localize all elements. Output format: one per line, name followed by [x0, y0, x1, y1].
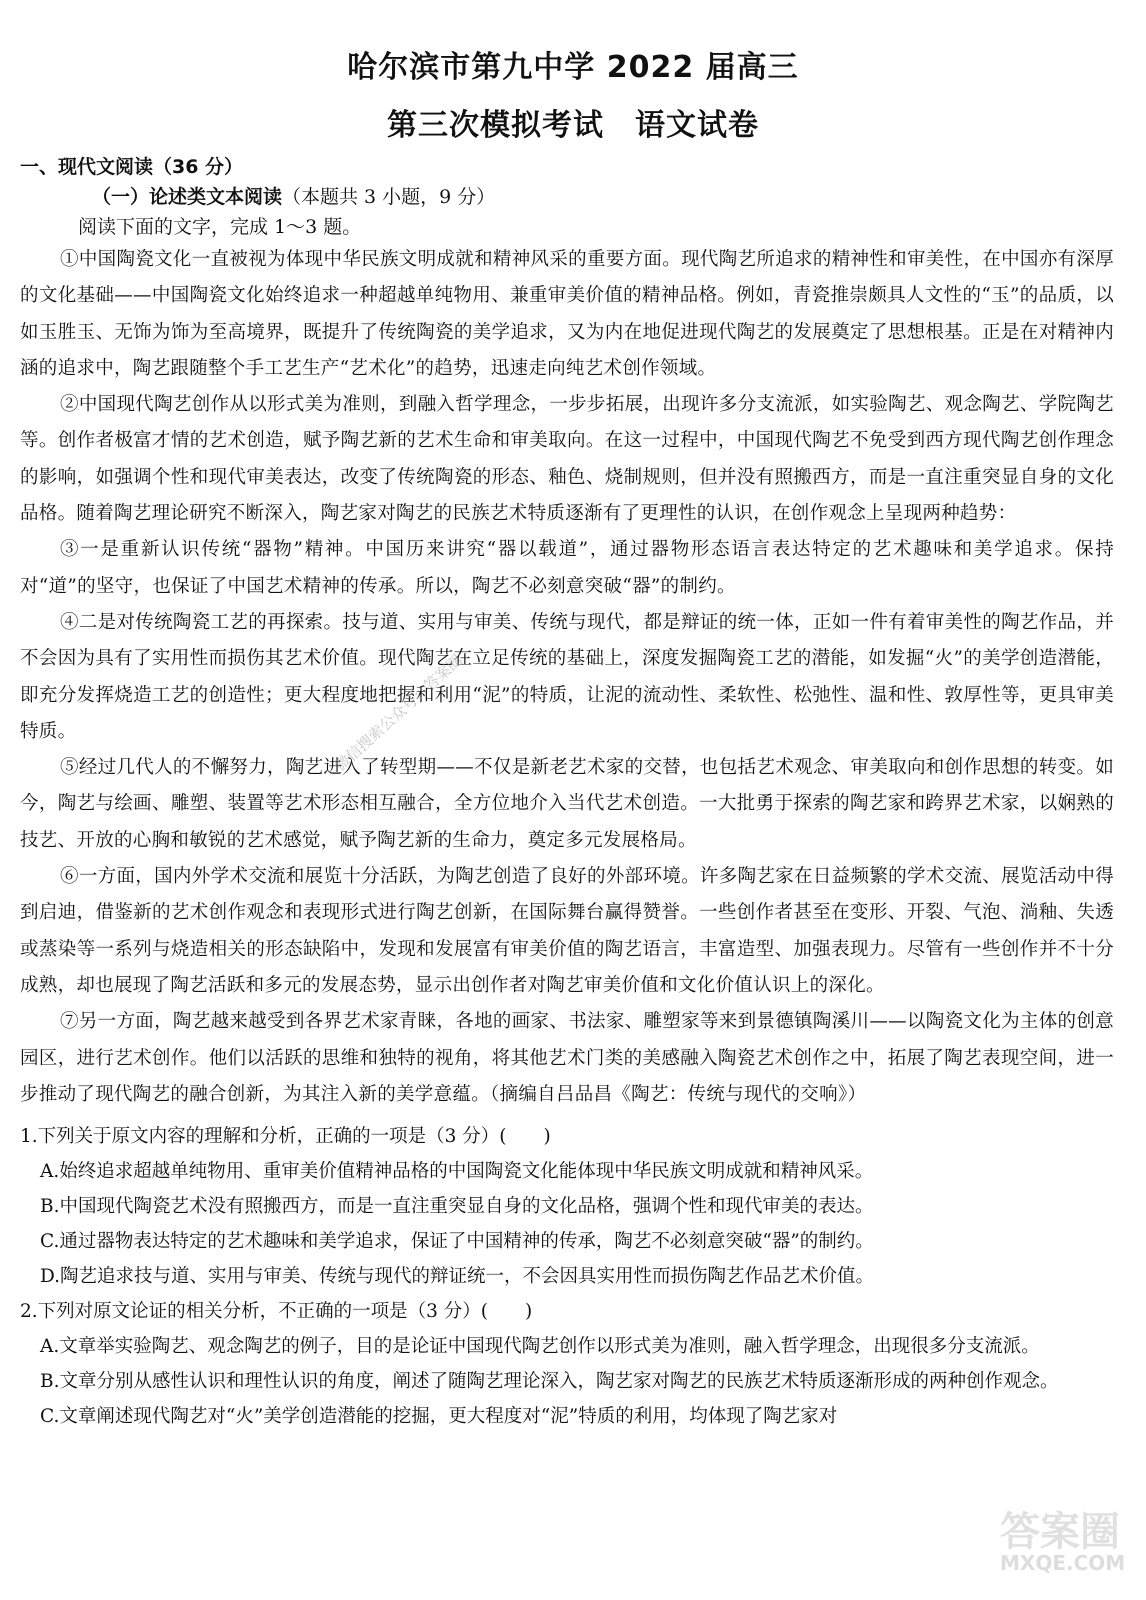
question-1-option-c: C.通过器物表达特定的艺术趣味和美学追求，保证了中国精神的传承，陶艺不必刻意突破“器”的制约。: [40, 1231, 874, 1253]
passage-paragraph-7: ⑦另一方面，陶艺越来越受到各界艺术家青睐，各地的画家、书法家、雕塑家等来到景德镇陶溪川——以陶瓷文化为主体的创意园区，进行艺术创作。他们以活跃的思维和独特的视角，将其他艺术门类的美感融入陶瓷艺术创作之中，拓展了陶艺表现空间，进一步推动了现代陶艺的融合创新，为其注入新的美学意蕴。（摘编自吕品昌《陶艺：传统与现代的交响》）: [20, 1011, 1114, 1105]
passage-paragraph-1: ①中国陶瓷文化一直被视为体现中华民族文明成就和精神风采的重要方面。现代陶艺所追求的精神性和审美性，在中国亦有深厚的文化基础——中国陶瓷文化始终追求一种超越单纯物用、兼重审美价值的精神品格。例如，青瓷推崇颇具人文性的“玉”的品质，以如玉胜玉、无饰为饰为至高境界，既提升了传统陶瓷的美学追求，又为内在地促进现代陶艺的发展奠定了思想根基。正是在对精神内涵的追求中，陶艺跟随整个手工艺生产“艺术化”的趋势，迅速走向纯艺术创作领域。: [20, 249, 1114, 379]
watermark-site: MXQE.COM: [1000, 1551, 1126, 1575]
reading-instruction: 阅读下面的文字，完成 1～3 题。: [78, 216, 362, 238]
passage-paragraph-3: ③一是重新认识传统“器物”精神。中国历来讲究“器以载道”，通过器物形态语言表达特定的艺术趣味和美学追求。保持对“道”的坚守，也保证了中国艺术精神的传承。所以，陶艺不必刻意突破“器”的制约。: [20, 539, 1114, 597]
passage-paragraph-2: ②中国现代陶艺创作从以形式美为准则，到融入哲学理念，一步步拓展，出现许多分支流派，如实验陶艺、观念陶艺、学院陶艺等。创作者极富才情的艺术创造，赋予陶艺新的艺术生命和审美取向。在这一过程中，中国现代陶艺不免受到西方现代陶艺创作理念的影响，如强调个性和现代审美表达，改变了传统陶瓷的形态、釉色、烧制规则，但并没有照搬西方，而是一直注重突显自身的文化品格。随着陶艺理论研究不断深入，陶艺家对陶艺的民族艺术特质逐渐有了更理性的认识，在创作观念上呈现两种趋势：: [20, 394, 1114, 525]
question-1-stem: 1.下列关于原文内容的理解和分析，正确的一项是（3 分）( ): [20, 1126, 551, 1148]
question-1-option-a: A.始终追求超越单纯物用、重审美价值精神品格的中国陶瓷文化能体现中华民族文明成就和精神风采。: [40, 1161, 874, 1183]
section-heading: 一、现代文阅读（36 分）: [20, 156, 244, 178]
reading-passage: [20, 242, 1114, 1113]
question-2-option-a: A.文章举实验陶艺、观念陶艺的例子，目的是论证中国现代陶艺创作以形式美为准则，融入哲学理念，出现很多分支流派。: [40, 1336, 1040, 1358]
passage-paragraph-4: ④二是对传统陶瓷工艺的再探索。技与道、实用与审美、传统与现代，都是辩证的统一体，正如一件有着审美性的陶艺作品，并不会因为具有了实用性而损伤其艺术价值。现代陶艺在立足传统的基础上，深度发掘陶瓷工艺的潜能，如发掘“火”的美学创造潜能，即充分发挥烧造工艺的创造性；更大程度地把握和利用“泥”的特质，让泥的流动性、柔软性、松弛性、温和性、敦厚性等，更具审美特质。: [20, 611, 1114, 742]
subsection-title: （一）论述类文本阅读: [92, 186, 283, 208]
passage-paragraph-6: ⑥一方面，国内外学术交流和展览十分活跃，为陶艺创造了良好的外部环境。许多陶艺家在日益频繁的学术交流、展览活动中得到启迪，借鉴新的艺术创作观念和表现形式进行陶艺创新，在国际舞台赢得赞誉。一些创作者甚至在变形、开裂、气泡、淌釉、失透或蒸染等一系列与烧造相关的形态缺陷中，发现和发展富有审美价值的陶艺语言，丰富造型、加强表现力。尽管有一些创作并不十分成熟，却也展现了陶艺活跃和多元的发展态势，显示出创作者对陶艺审美价值和文化价值认识上的深化。: [20, 866, 1114, 996]
question-list: [20, 1119, 1114, 1434]
diagonal-watermark: 微信搜索公众号：答案圈: [331, 651, 467, 775]
watermark-mark: 答案圈: [1000, 1509, 1120, 1555]
exam-title-line1: 哈尔滨市第九中学 2022 届高三: [347, 50, 799, 85]
subsection-heading: [92, 182, 1114, 212]
question-2-option-c: C.文章阐述现代陶艺对“火”美学创造潜能的挖掘，更大程度对“泥”特质的利用，均体现了陶艺家对: [40, 1406, 838, 1428]
passage-paragraph-5: ⑤经过几代人的不懈努力，陶艺进入了转型期——不仅是新老艺术家的交替，也包括艺术观念、审美取向和创作思想的转变。如今，陶艺与绘画、雕塑、装置等艺术形态相互融合，全方位地介入当代艺术创造。一大批勇于探索的陶艺家和跨界艺术家，以娴熟的技艺、开放的心胸和敏锐的艺术感觉，赋予陶艺新的生命力，奠定多元发展格局。: [20, 757, 1114, 851]
site-watermark-logo: [1000, 1500, 1140, 1590]
question-1-option-d: D.陶艺追求技与道、实用与审美、传统与现代的辩证统一，不会因具实用性而损伤陶艺作品艺术价值。: [40, 1266, 875, 1288]
exam-title-line2: 第三次模拟考试 语文试卷: [387, 108, 759, 143]
subsection-score: （本题共 3 小题，9 分）: [282, 186, 496, 208]
exam-content: [20, 152, 1114, 1434]
question-1-option-b: B.中国现代陶瓷艺术没有照搬西方，而是一直注重突显自身的文化品格，强调个性和现代审美的表达。: [40, 1196, 874, 1218]
question-2-option-b: B.文章分别从感性认识和理性认识的角度，阐述了随陶艺理论深入，陶艺家对陶艺的民族艺术特质逐渐形成的两种创作观念。: [40, 1371, 1059, 1393]
question-2-stem: 2.下列对原文论证的相关分析，不正确的一项是（3 分）( ): [20, 1301, 533, 1323]
